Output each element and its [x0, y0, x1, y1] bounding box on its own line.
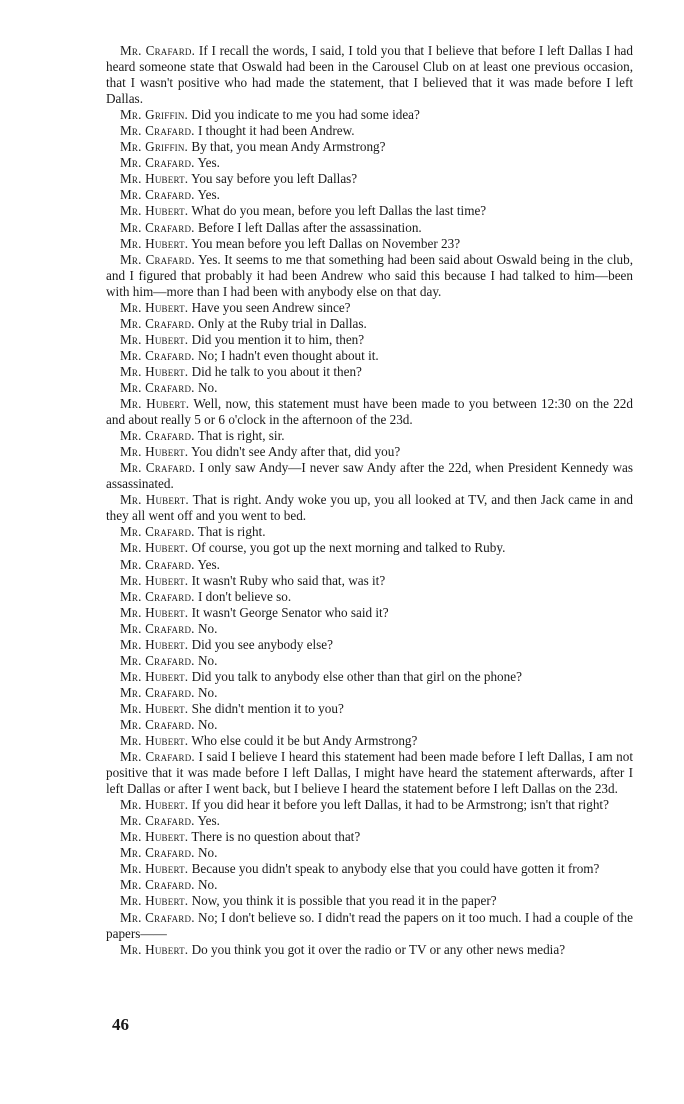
- speech-text: I only saw Andy—I never saw Andy after the 22d, when President Kennedy was assassinated.: [106, 460, 633, 492]
- testimony-paragraph: [106, 252, 633, 300]
- testimony-paragraph: [106, 380, 633, 396]
- speaker-name: Mr. Hubert.: [120, 700, 189, 716]
- speech-text: Did you talk to anybody else other than that girl on the phone?: [191, 668, 522, 684]
- speaker-name: Mr. Crafard.: [120, 187, 195, 203]
- testimony-paragraph: [106, 685, 633, 701]
- speaker-name: Mr. Crafard.: [120, 588, 195, 604]
- testimony-paragraph: [106, 364, 633, 380]
- speech-text: Before I left Dallas after the assassination.: [197, 219, 422, 235]
- speech-text: It wasn't George Senator who said it?: [191, 604, 389, 620]
- speech-text: That is right, sir.: [197, 428, 285, 444]
- speaker-name: Mr. Crafard.: [120, 219, 195, 235]
- speaker-name: Mr. Crafard.: [120, 123, 195, 139]
- speech-text: If I recall the words, I said, I told you that I believe that before I left Dallas I had heard someone state that Oswald had been in the Carousel Club on at least one previous occasion, that I wasn't positive who had made the statement, that I believed that it was made before I left Dallas.: [106, 43, 634, 107]
- speech-text: I thought it had been Andrew.: [197, 123, 355, 139]
- speaker-name: Mr. Crafard.: [120, 460, 196, 476]
- speaker-name: Mr. Crafard.: [120, 428, 195, 444]
- speech-text: No.: [197, 845, 218, 861]
- testimony-paragraph: [106, 203, 633, 219]
- testimony-paragraph: [106, 155, 633, 171]
- speech-text: It wasn't Ruby who said that, was it?: [191, 572, 386, 588]
- testimony-paragraph: [106, 540, 633, 556]
- speech-text: Yes.: [197, 556, 220, 572]
- testimony-paragraph: [106, 797, 633, 813]
- testimony-paragraph: [106, 524, 633, 540]
- speech-text: No; I hadn't even thought about it.: [197, 347, 379, 363]
- speaker-name: Mr. Hubert.: [120, 733, 189, 749]
- testimony-paragraph: [106, 171, 633, 187]
- testimony-paragraph: [106, 460, 633, 492]
- testimony-paragraph: [106, 653, 633, 669]
- speaker-name: Mr. Crafard.: [120, 251, 195, 267]
- speech-text: Only at the Ruby trial in Dallas.: [197, 315, 367, 331]
- testimony-paragraph: [106, 316, 633, 332]
- testimony-paragraph: [106, 605, 633, 621]
- speech-text: Who else could it be but Andy Armstrong?: [191, 733, 418, 749]
- testimony-paragraph: [106, 300, 633, 316]
- speech-text: She didn't mention it to you?: [191, 700, 344, 716]
- testimony-paragraph: [106, 637, 633, 653]
- speaker-name: Mr. Crafard.: [120, 43, 196, 58]
- speaker-name: Mr. Crafard.: [120, 845, 195, 861]
- testimony-paragraph: [106, 877, 633, 893]
- speech-text: Now, you think it is possible that you read it in the paper?: [191, 893, 497, 909]
- testimony-paragraph: [106, 492, 633, 524]
- speaker-name: Mr. Crafard.: [120, 749, 195, 765]
- speech-text: There is no question about that?: [191, 829, 361, 845]
- speech-text: I said I believe I heard this statement had been made before I left Dallas, I am not positive that it was made before I left Dallas, I might have heard the statement afterwards, after I left Dallas or after I went back, but I believe I heard the statement before I left Dallas on the 23d.: [106, 749, 634, 797]
- speech-text: I don't believe so.: [197, 588, 292, 604]
- testimony-paragraph: [106, 444, 633, 460]
- testimony-paragraph: [106, 123, 633, 139]
- speaker-name: Mr. Hubert.: [120, 941, 189, 957]
- speech-text: No.: [197, 652, 218, 668]
- speaker-name: Mr. Crafard.: [120, 909, 195, 925]
- speech-text: Did you indicate to me you had some idea?: [191, 107, 420, 123]
- speaker-name: Mr. Griffin.: [120, 139, 189, 155]
- speaker-name: Mr. Hubert.: [120, 893, 189, 909]
- speaker-name: Mr. Crafard.: [120, 556, 195, 572]
- speech-text: Did you see anybody else?: [191, 636, 333, 652]
- speech-text: Have you seen Andrew since?: [191, 299, 351, 315]
- speaker-name: Mr. Hubert.: [120, 668, 189, 684]
- testimony-paragraph: [106, 861, 633, 877]
- speaker-name: Mr. Hubert.: [120, 235, 189, 251]
- testimony-paragraph: [106, 621, 633, 637]
- testimony-paragraph: [106, 187, 633, 203]
- speaker-name: Mr. Hubert.: [120, 572, 189, 588]
- testimony-paragraph: [106, 332, 633, 348]
- speaker-name: Mr. Crafard.: [120, 347, 195, 363]
- speech-text: No.: [197, 877, 218, 893]
- speech-text: That is right.: [197, 524, 266, 540]
- speech-text: What do you mean, before you left Dallas the last time?: [191, 203, 487, 219]
- testimony-paragraph: [106, 845, 633, 861]
- speaker-name: Mr. Crafard.: [120, 620, 195, 636]
- speech-text: If you did hear it before you left Dallas, it had to be Armstrong; isn't that right?: [191, 797, 609, 813]
- testimony-paragraph: [106, 348, 633, 364]
- testimony-paragraph: [106, 701, 633, 717]
- testimony-paragraph: [106, 396, 633, 428]
- testimony-paragraph: [106, 139, 633, 155]
- testimony-paragraph: [106, 749, 633, 797]
- speaker-name: Mr. Griffin.: [120, 107, 189, 123]
- speaker-name: Mr. Hubert.: [120, 331, 189, 347]
- speech-text: Yes.: [197, 187, 220, 203]
- testimony-paragraph: [106, 910, 633, 942]
- speaker-name: Mr. Hubert.: [120, 203, 189, 219]
- speech-text: No; I don't believe so. I didn't read the papers on it too much. I had a couple of the papers——: [106, 909, 634, 941]
- testimony-paragraph: [106, 107, 633, 123]
- testimony-paragraph: [106, 236, 633, 252]
- speech-text: No.: [197, 620, 218, 636]
- testimony-paragraph: [106, 733, 633, 749]
- speaker-name: Mr. Hubert.: [120, 171, 189, 187]
- speech-text: Of course, you got up the next morning and talked to Ruby.: [191, 540, 506, 556]
- testimony-paragraph: [106, 893, 633, 909]
- testimony-paragraph: [106, 428, 633, 444]
- speech-text: You didn't see Andy after that, did you?: [191, 444, 401, 460]
- testimony-paragraph: [106, 669, 633, 685]
- speaker-name: Mr. Crafard.: [120, 813, 195, 829]
- speaker-name: Mr. Hubert.: [120, 492, 189, 508]
- testimony-paragraph: [106, 813, 633, 829]
- speech-text: Did he talk to you about it then?: [191, 363, 362, 379]
- speech-text: You say before you left Dallas?: [191, 171, 358, 187]
- speaker-name: Mr. Crafard.: [120, 315, 195, 331]
- speech-text: That is right. Andy woke you up, you all looked at TV, and then Jack came in and they all went off and you went to bed.: [106, 492, 633, 524]
- speaker-name: Mr. Crafard.: [120, 652, 195, 668]
- speaker-name: Mr. Hubert.: [120, 540, 189, 556]
- speech-text: Yes. It seems to me that something had been said about Oswald being in the club, and I figured that probably it had been Andrew who said this because I had talked to him—been with him—more than I had been with anybody else on that day.: [106, 251, 633, 299]
- speaker-name: Mr. Crafard.: [120, 524, 195, 540]
- speaker-name: Mr. Hubert.: [120, 444, 189, 460]
- speaker-name: Mr. Hubert.: [120, 797, 189, 813]
- speech-text: No.: [197, 379, 218, 395]
- speaker-name: Mr. Crafard.: [120, 684, 195, 700]
- speaker-name: Mr. Hubert.: [120, 363, 189, 379]
- speech-text: You mean before you left Dallas on November 23?: [191, 235, 461, 251]
- speaker-name: Mr. Crafard.: [120, 379, 195, 395]
- speech-text: Because you didn't speak to anybody else that you could have gotten it from?: [191, 861, 600, 877]
- speaker-name: Mr. Hubert.: [120, 604, 189, 620]
- testimony-paragraph: [106, 557, 633, 573]
- speech-text: Yes.: [197, 813, 220, 829]
- speaker-name: Mr. Hubert.: [120, 636, 189, 652]
- speaker-name: Mr. Hubert.: [120, 396, 190, 412]
- speech-text: By that, you mean Andy Armstrong?: [191, 139, 386, 155]
- testimony-paragraph: [106, 220, 633, 236]
- testimony-paragraph: [106, 43, 633, 107]
- speech-text: Did you mention it to him, then?: [191, 331, 365, 347]
- speech-text: No.: [197, 684, 218, 700]
- speech-text: Yes.: [197, 155, 220, 171]
- speaker-name: Mr. Hubert.: [120, 861, 189, 877]
- speech-text: Well, now, this statement must have been made to you between 12:30 on the 22d and about really 5 or 6 o'clock in the afternoon of the 23d.: [106, 396, 633, 428]
- page-number: 46: [112, 1015, 129, 1034]
- testimony-paragraph: [106, 589, 633, 605]
- speech-text: Do you think you got it over the radio or TV or any other news media?: [191, 941, 566, 957]
- testimony-paragraph: [106, 829, 633, 845]
- speaker-name: Mr. Hubert.: [120, 829, 189, 845]
- testimony-paragraph: [106, 942, 633, 958]
- speaker-name: Mr. Crafard.: [120, 877, 195, 893]
- testimony-paragraph: [106, 573, 633, 589]
- testimony-paragraph: [106, 717, 633, 733]
- speech-text: No.: [197, 716, 218, 732]
- speaker-name: Mr. Hubert.: [120, 299, 189, 315]
- testimony-text: [106, 43, 633, 958]
- speaker-name: Mr. Crafard.: [120, 155, 195, 171]
- speaker-name: Mr. Crafard.: [120, 716, 195, 732]
